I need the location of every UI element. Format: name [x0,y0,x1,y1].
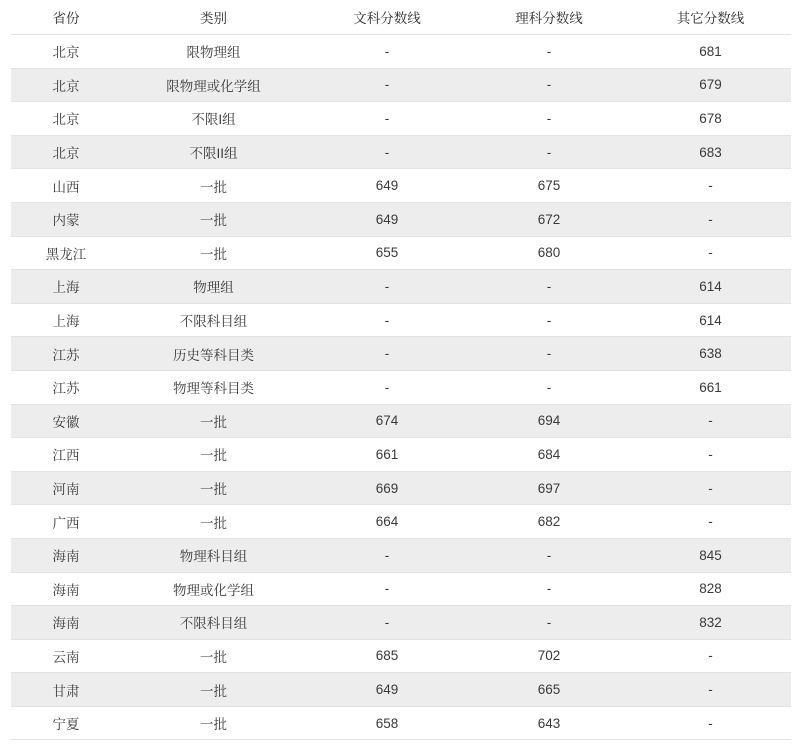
cell-other-score: - [630,505,791,539]
column-header-liberal-arts-score: 文科分数线 [306,0,468,35]
table-row [11,438,791,472]
cell-category: 一批 [121,438,306,472]
cell-science-score: 680 [468,236,630,270]
cell-other-score: - [630,438,791,472]
cell-province: 广西 [11,505,121,539]
cell-province: 山西 [11,169,121,203]
cell-liberal-arts-score: - [306,303,468,337]
cell-province: 北京 [11,102,121,136]
cell-liberal-arts-score: 661 [306,438,468,472]
table-row [11,236,791,270]
table-row [11,606,791,640]
table-row [11,572,791,606]
cell-science-score: - [468,538,630,572]
cell-category: 一批 [121,471,306,505]
cell-science-score: - [468,370,630,404]
cell-category: 一批 [121,236,306,270]
cell-other-score: 679 [630,68,791,102]
cell-liberal-arts-score: - [306,572,468,606]
cell-science-score: - [468,303,630,337]
cell-category: 一批 [121,505,306,539]
cell-liberal-arts-score: 674 [306,404,468,438]
cell-province: 江苏 [11,370,121,404]
cell-liberal-arts-score: 649 [306,169,468,203]
cell-category: 一批 [121,639,306,673]
cell-liberal-arts-score: 658 [306,706,468,740]
cell-science-score: - [468,35,630,69]
cell-category: 物理组 [121,270,306,304]
cell-liberal-arts-score: - [306,606,468,640]
table-row [11,135,791,169]
cell-other-score: 614 [630,303,791,337]
cell-other-score: - [630,202,791,236]
cell-category: 一批 [121,404,306,438]
cell-category: 不限I组 [121,102,306,136]
cell-science-score: - [468,135,630,169]
table-row [11,673,791,707]
cell-other-score: - [630,471,791,505]
cell-other-score: 638 [630,337,791,371]
cell-science-score: 682 [468,505,630,539]
table-row [11,706,791,740]
table-row [11,404,791,438]
cell-science-score: 675 [468,169,630,203]
cell-liberal-arts-score: 664 [306,505,468,539]
cell-liberal-arts-score: 649 [306,202,468,236]
table-header-row [11,0,791,35]
cell-category: 一批 [121,706,306,740]
cell-province: 黑龙江 [11,236,121,270]
cell-category: 一批 [121,169,306,203]
table-row [11,102,791,136]
cell-science-score: - [468,606,630,640]
cell-other-score: - [630,404,791,438]
cell-science-score: 672 [468,202,630,236]
cell-category: 限物理或化学组 [121,68,306,102]
table-row [11,169,791,203]
cell-province: 北京 [11,35,121,69]
cell-other-score: - [630,673,791,707]
cell-province: 江苏 [11,337,121,371]
cell-province: 海南 [11,538,121,572]
table-row [11,639,791,673]
cell-category: 物理等科目类 [121,370,306,404]
cell-science-score: 684 [468,438,630,472]
table-row [11,505,791,539]
table-row [11,202,791,236]
column-header-category: 类别 [121,0,306,35]
table-row [11,35,791,69]
cell-other-score: - [630,639,791,673]
table-row [11,337,791,371]
cell-liberal-arts-score: - [306,35,468,69]
table-row [11,270,791,304]
cell-category: 一批 [121,202,306,236]
cell-province: 江西 [11,438,121,472]
cell-science-score: 702 [468,639,630,673]
table-row [11,303,791,337]
cell-other-score: - [630,236,791,270]
cell-other-score: 681 [630,35,791,69]
table-row [11,538,791,572]
cell-province: 内蒙 [11,202,121,236]
cell-province: 宁夏 [11,706,121,740]
table-row [11,370,791,404]
cell-province: 北京 [11,68,121,102]
cell-science-score: 643 [468,706,630,740]
table-row [11,471,791,505]
cell-province: 河南 [11,471,121,505]
column-header-other-score: 其它分数线 [630,0,791,35]
cell-science-score: 694 [468,404,630,438]
cell-other-score: 614 [630,270,791,304]
cell-science-score: - [468,68,630,102]
cell-liberal-arts-score: 669 [306,471,468,505]
cell-liberal-arts-score: 649 [306,673,468,707]
cell-category: 历史等科目类 [121,337,306,371]
table-header [11,0,791,35]
cell-science-score: - [468,270,630,304]
cell-category: 限物理组 [121,35,306,69]
cell-other-score: 678 [630,102,791,136]
cell-other-score: 683 [630,135,791,169]
cell-liberal-arts-score: - [306,102,468,136]
cell-other-score: - [630,169,791,203]
cell-liberal-arts-score: - [306,270,468,304]
cell-liberal-arts-score: - [306,337,468,371]
cell-category: 不限II组 [121,135,306,169]
cell-province: 上海 [11,270,121,304]
column-header-science-score: 理科分数线 [468,0,630,35]
cell-other-score: 828 [630,572,791,606]
table-body [11,35,791,740]
cell-province: 海南 [11,572,121,606]
cell-category: 不限科目组 [121,303,306,337]
cell-liberal-arts-score: - [306,538,468,572]
cell-category: 物理或化学组 [121,572,306,606]
cell-province: 甘肃 [11,673,121,707]
cell-category: 物理科目组 [121,538,306,572]
cell-province: 安徽 [11,404,121,438]
cell-science-score: - [468,572,630,606]
cell-province: 北京 [11,135,121,169]
cell-province: 海南 [11,606,121,640]
cell-liberal-arts-score: - [306,68,468,102]
cell-science-score: 697 [468,471,630,505]
cell-liberal-arts-score: - [306,370,468,404]
cell-other-score: - [630,706,791,740]
cell-liberal-arts-score: 655 [306,236,468,270]
cell-science-score: - [468,102,630,136]
cell-province: 上海 [11,303,121,337]
column-header-province: 省份 [11,0,121,35]
cell-science-score: 665 [468,673,630,707]
cell-science-score: - [468,337,630,371]
cell-other-score: 832 [630,606,791,640]
cell-other-score: 845 [630,538,791,572]
cell-liberal-arts-score: - [306,135,468,169]
cell-province: 云南 [11,639,121,673]
table-row [11,68,791,102]
cell-category: 不限科目组 [121,606,306,640]
cell-other-score: 661 [630,370,791,404]
cell-category: 一批 [121,673,306,707]
cell-liberal-arts-score: 685 [306,639,468,673]
admission-score-table [11,0,791,740]
